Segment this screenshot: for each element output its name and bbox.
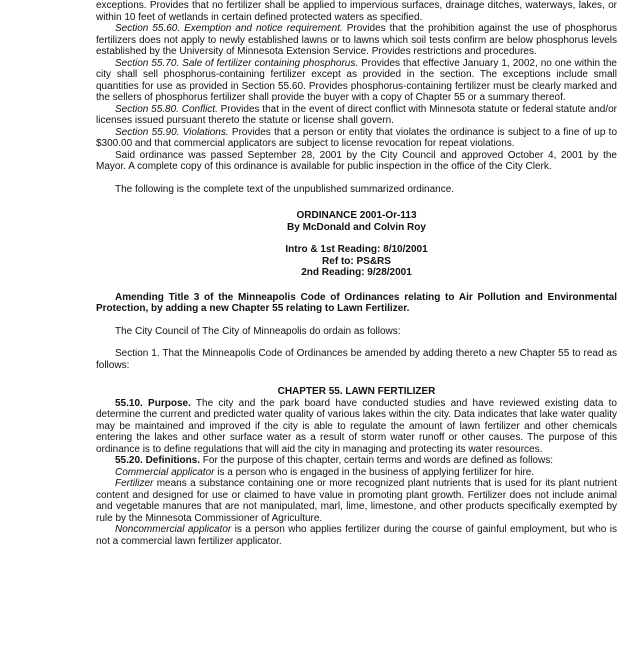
ordinance-second-reading: 2nd Reading: 9/28/2001 [301, 267, 412, 278]
paragraph-section-55-60 [96, 23, 617, 58]
section-title: Section 55.70. Sale of fertilizer containing phosphorus. [115, 57, 359, 69]
section-one: Section 1. That the Minneapolis Code of Ordinances be amended by adding thereto a new Chapter 55 to read as follows: [96, 348, 617, 371]
chapter-title: CHAPTER 55. LAWN FERTILIZER [277, 386, 436, 397]
definition-commercial-applicator [96, 467, 617, 479]
amending-statement: Amending Title 3 of the Minneapolis Code of Ordinances relating to Air Pollution and Environmental Protection, by adding a new Chapter 55 relating to Lawn Fertilizer. [96, 291, 617, 314]
paragraph-text: For the purpose of this chapter, certain terms and words are defined as follows: [200, 455, 553, 466]
definition-term: Noncommercial applicator [115, 524, 232, 535]
ordinance-referral: Ref to: PS&RS [322, 255, 391, 267]
document-body [96, 0, 617, 547]
paragraph-text: Provides that the prohibition against the use of phosphorus fertilizers does not apply to newly established lawns or to lawns which soil tests confirm are below phosphorus levels established by the University of Minnesota Extension Service. Provides restrictions and procedures. [96, 23, 617, 57]
paragraph-passed [96, 150, 617, 173]
section-heading: 55.20. Definitions. [115, 455, 201, 466]
section-55-10 [96, 398, 617, 456]
paragraph-section-55-90 [96, 127, 617, 150]
definition-fertilizer [96, 478, 617, 524]
definition-term: Commercial applicator [115, 466, 215, 478]
paragraph-exceptions [96, 0, 617, 23]
paragraph-text: Said ordinance was passed September 28, 2001 by the City Council and approved October 4, 2001 by the Mayor. A complete copy of this ordinance is available for public inspection in the office of the City Clerk. [96, 149, 617, 172]
paragraph-text: Provides that effective January 1, 2002, no one within the city shall sell phosphorus-containing fertilizer except as provided in the section. The exceptions include small quantities for use as provided in Section 55.60. Provides phosphorus-containing fertilizer must be clearly marked and the sellers of phosphorus fertilizer shall provide the buyer with a copy of Chapter 55 or a summary thereof. [96, 57, 617, 103]
definition-noncommercial-applicator [96, 524, 617, 547]
paragraph-section-55-70 [96, 58, 617, 104]
paragraph-text: The city and the park board have conducted studies and have reviewed existing data to determine the current and predicted water quality of various lakes within the city. Data indicates that lake water quality may be maintained and improved if the city is able to regulate the amount of lawn fertilizer and other chemicals entering the lakes and other surface water as a result of storm water runoff or other causes. The purpose of this ordinance is to define regulations that will aid the city in managing and protecting its water resources. [96, 397, 617, 455]
section-55-20 [96, 455, 617, 467]
definition-text: is a person who is engaged in the business of applying fertilizer for hire. [214, 466, 535, 478]
definition-term: Fertilizer [115, 478, 154, 489]
ordinance-intro-reading: Intro & 1st Reading: 8/10/2001 [285, 244, 428, 255]
unpublished-intro: The following is the complete text of the unpublished summarized ordinance. [115, 183, 455, 195]
ordain-statement: The City Council of The City of Minneapolis do ordain as follows: [115, 325, 401, 337]
paragraph-text: Provides that a person or entity that violates the ordinance is subject to a fine of up to $300.00 and that commercial applicators are subject to license revocation for repeat violations. [96, 126, 617, 149]
definition-text: means a substance containing one or more recognized plant nutrients that is used for its plant nutrient content and designed for use or claimed to have value in promoting plant growth. Fertilizer does not include animal and vegetable manures that are not manipulated, marl, lime, limestone, and other products specifically exempted by rule by the Minnesota Commissioner of Agriculture. [96, 478, 617, 524]
paragraph-section-55-80 [96, 104, 617, 127]
ordinance-authors: By McDonald and Colvin Roy [287, 221, 426, 233]
section-title: Section 55.60. Exemption and notice requirement. [115, 23, 343, 34]
definition-text: is a person who applies fertilizer during the course of gainful employment, but who is not a commercial lawn fertilizer applicator. [96, 524, 617, 547]
paragraph-text: Provides that in the event of direct conflict with Minnesota statute or federal statute and/or licenses issued pursuant thereto the statute or license shall govern. [96, 103, 617, 126]
section-title: Section 55.80. Conflict. [115, 103, 218, 115]
section-title: Section 55.90. Violations. [115, 126, 229, 138]
section-heading: 55.10. Purpose. [115, 397, 191, 409]
ordinance-number: ORDINANCE 2001-Or-113 [296, 210, 417, 221]
paragraph-text: exceptions. Provides that no fertilizer shall be applied to impervious surfaces, drainage ditches, waterways, lakes, or within 10 feet of wetlands in certain defined protected waters as specified. [96, 0, 617, 23]
